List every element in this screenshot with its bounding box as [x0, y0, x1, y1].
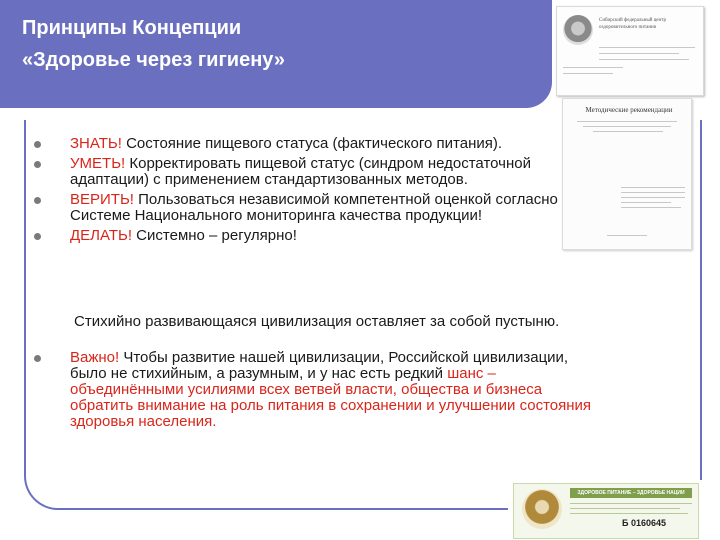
text-line — [621, 207, 681, 208]
list-item — [34, 136, 604, 152]
text-line — [570, 503, 692, 504]
final-list — [34, 350, 604, 434]
final-keyword: Важно! — [70, 349, 120, 366]
text-line — [621, 202, 671, 203]
text-line — [570, 513, 688, 514]
text-line — [583, 126, 671, 127]
principle-keyword: ВЕРИТЬ! — [70, 191, 134, 208]
text-line — [570, 508, 680, 509]
principle-keyword: УМЕТЬ! — [70, 155, 126, 172]
text-line — [621, 192, 685, 193]
title-line-1: Принципы Концепции — [22, 17, 242, 39]
text-line — [607, 235, 647, 236]
frame-corner — [24, 430, 66, 510]
list-item — [34, 350, 604, 430]
principles-list — [34, 136, 604, 248]
principle-keyword: ЗНАТЬ! — [70, 135, 122, 152]
text-line — [563, 67, 623, 68]
final-text: Чтобы развитие нашей цивилизации, Российской цивилизации, было не стихийным, а разумным, и у нас есть редкий — [70, 349, 569, 382]
title-line-2: «Здоровье через гигиену» — [22, 49, 286, 71]
text-line — [599, 59, 689, 60]
bullet-icon — [34, 355, 41, 362]
principle-text: Состояние пищевого статуса (фактического питания). — [121, 135, 503, 152]
text-line — [577, 121, 677, 122]
bullet-icon — [34, 161, 41, 168]
principle-text: Системно – регулярно! — [132, 227, 297, 244]
emblem-icon — [563, 15, 593, 45]
text-line — [621, 197, 685, 198]
guidelines-title: Методические рекомендации — [585, 106, 673, 114]
slide-title — [22, 12, 285, 76]
list-item — [34, 228, 604, 244]
text-line — [599, 53, 679, 54]
certificate-banner: ЗДОРОВОЕ ПИТАНИЕ – ЗДОРОВЬЕ НАЦИИ — [570, 488, 692, 498]
text-line — [593, 131, 663, 132]
list-item — [34, 156, 604, 188]
bullet-icon — [34, 197, 41, 204]
frame-left-border — [24, 120, 26, 432]
principle-text: Корректировать пищевой статус (синдром недостаточной адаптации) с применением стандартизованных методов. — [70, 155, 531, 188]
document-thumbnail-letterhead — [556, 6, 704, 96]
bullet-icon — [34, 141, 41, 148]
text-line — [563, 73, 613, 74]
civilization-paragraph: Стихийно развивающаяся цивилизация оставляет за собой пустыню. — [74, 313, 560, 330]
final-highlight: шанс – объединёнными усилиями всех ветвей власти, общества и бизнеса обратить внимание на роль питания в сохранении и улучшении состояния здоровья населения. — [70, 365, 592, 430]
list-item — [34, 192, 604, 224]
slide-header — [0, 0, 552, 108]
principle-keyword: ДЕЛАТЬ! — [70, 227, 133, 244]
text-line — [621, 187, 685, 188]
text-line — [599, 47, 695, 48]
frame-right-border — [700, 120, 702, 480]
bullet-icon — [34, 233, 41, 240]
certificate-thumbnail — [513, 483, 699, 539]
certificate-serial: Б 0160645 — [622, 518, 667, 528]
frame-bottom-border — [58, 508, 508, 510]
letterhead-text: Сибирский федеральный центр оздоровительного питания — [599, 18, 666, 30]
eagle-emblem-icon — [522, 489, 562, 529]
principle-text: Пользоваться независимой компетентной оценкой согласно Системе Национального мониторинга качества продукции! — [70, 191, 558, 224]
